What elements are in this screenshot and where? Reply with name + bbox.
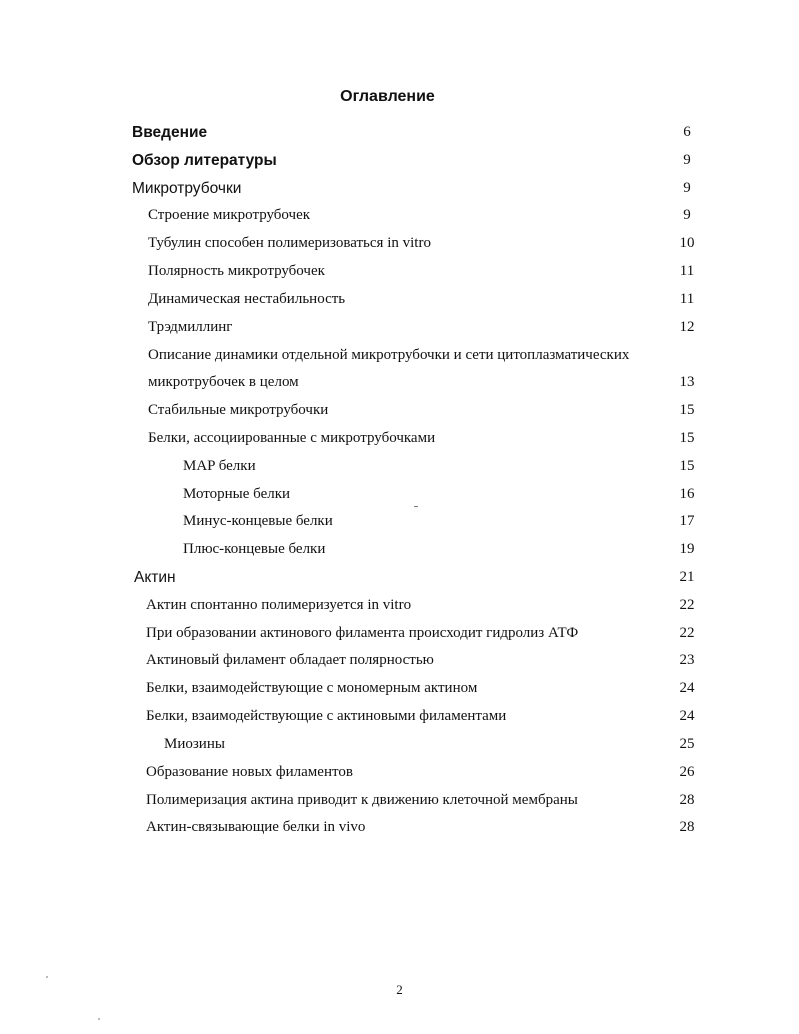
toc-entry-label: Тубулин способен полимеризоваться in vitro xyxy=(148,235,431,251)
toc-entry[interactable] xyxy=(0,736,799,758)
toc-entry-label: Актин спонтанно полимеризуется in vitro xyxy=(146,597,412,613)
toc-entry[interactable] xyxy=(0,680,799,702)
toc-entry[interactable] xyxy=(0,207,799,229)
toc-entry-page: 25 xyxy=(679,736,695,752)
toc-entry[interactable] xyxy=(0,819,799,841)
toc-entry-label: Минус-концевые белки xyxy=(183,513,333,529)
toc-entry-literature-review[interactable] xyxy=(0,152,799,174)
toc-entry-label: микротрубочек в целом xyxy=(148,374,299,390)
toc-entry[interactable] xyxy=(0,764,799,786)
toc-entry-label: Микротрубочки xyxy=(132,180,242,197)
toc-entry-page: 9 xyxy=(683,180,691,196)
toc-entry-label: Белки, ассоциированные с микротрубочками xyxy=(148,430,436,446)
toc-entry[interactable] xyxy=(0,513,799,535)
scan-speck xyxy=(414,506,418,507)
scan-speck xyxy=(98,1018,100,1020)
page-number: 2 xyxy=(396,982,403,997)
toc-entry-page: 10 xyxy=(679,235,695,251)
toc-entry-page: 15 xyxy=(679,458,695,474)
toc-entry-page: 28 xyxy=(679,819,695,835)
toc-entry[interactable] xyxy=(0,652,799,674)
toc-entry-page: 15 xyxy=(679,402,695,418)
toc-entry-page: 21 xyxy=(679,569,695,585)
toc-entry-label: Введение xyxy=(132,124,208,141)
toc-title: Оглавление xyxy=(340,88,435,105)
toc-entry[interactable] xyxy=(0,402,799,424)
toc-entry-page: 19 xyxy=(679,541,695,557)
toc-entry-page: 22 xyxy=(679,625,695,641)
toc-entry-introduction[interactable] xyxy=(0,124,799,146)
toc-entry-label: MAP белки xyxy=(183,458,256,474)
toc-entry[interactable] xyxy=(0,430,799,452)
toc-entry[interactable] xyxy=(0,792,799,814)
toc-entry-label: Обзор литературы xyxy=(132,152,277,169)
toc-entry-label: Актин-связывающие белки in vivo xyxy=(146,819,366,835)
toc-entry-label: Стабильные микротрубочки xyxy=(148,402,329,418)
toc-entry-page: 24 xyxy=(679,708,695,724)
toc-entry[interactable] xyxy=(0,486,799,508)
toc-entry-actin[interactable] xyxy=(0,569,799,591)
toc-entry[interactable] xyxy=(0,708,799,730)
toc-entry-page: 15 xyxy=(679,430,695,446)
toc-entry-page: 16 xyxy=(679,486,695,502)
toc-entry[interactable] xyxy=(0,319,799,341)
toc-entry-label: Белки, взаимодействующие с актиновыми филаментами xyxy=(146,708,507,724)
toc-entry-page: 23 xyxy=(679,652,695,668)
toc-entry-page: 6 xyxy=(683,124,691,140)
toc-entry-page: 17 xyxy=(679,513,695,529)
toc-entry-page: 9 xyxy=(683,152,691,168)
toc-entry-label: При образовании актинового филамента происходит гидролиз АТФ xyxy=(146,625,579,641)
toc-entry[interactable] xyxy=(0,374,799,396)
toc-entry-label: Белки, взаимодействующие с мономерным актином xyxy=(146,680,478,696)
toc-entry[interactable] xyxy=(0,458,799,480)
toc-entry[interactable] xyxy=(0,541,799,563)
toc-entry-label: Полимеризация актина приводит к движению клеточной мембраны xyxy=(146,792,578,808)
toc-entry-label: Актиновый филамент обладает полярностью xyxy=(146,652,434,668)
toc-entry[interactable] xyxy=(0,263,799,285)
toc-entry-label: Моторные белки xyxy=(183,486,291,502)
toc-entry-label: Описание динамики отдельной микротрубочки и сети цитоплазматических xyxy=(148,347,630,363)
toc-entry-label: Миозины xyxy=(164,736,225,752)
toc-entry-page: 26 xyxy=(679,764,695,780)
toc-entry-page: 11 xyxy=(679,291,695,307)
toc-entry-page: 28 xyxy=(679,792,695,808)
toc-entry-label: Актин xyxy=(134,569,176,586)
toc-entry[interactable] xyxy=(0,597,799,619)
toc-entry-label: Образование новых филаментов xyxy=(146,764,353,780)
toc-entry[interactable] xyxy=(0,625,799,647)
toc-entry[interactable] xyxy=(0,347,799,369)
scan-speck xyxy=(46,976,48,978)
toc-entry-page: 11 xyxy=(679,263,695,279)
toc-entry-label: Плюс-концевые белки xyxy=(183,541,326,557)
toc-entry-label: Трэдмиллинг xyxy=(148,319,233,335)
toc-entry-page: 9 xyxy=(683,207,691,223)
toc-entry-label: Полярность микротрубочек xyxy=(148,263,325,279)
toc-entry-page: 13 xyxy=(679,374,695,390)
toc-entry[interactable] xyxy=(0,291,799,313)
toc-entry-microtubules[interactable] xyxy=(0,180,799,202)
toc-entry-label: Строение микротрубочек xyxy=(148,207,311,223)
toc-entry[interactable] xyxy=(0,235,799,257)
toc-entry-page: 22 xyxy=(679,597,695,613)
toc-entry-label: Динамическая нестабильность xyxy=(148,291,346,307)
toc-entry-page: 24 xyxy=(679,680,695,696)
toc-entry-page: 12 xyxy=(679,319,695,335)
